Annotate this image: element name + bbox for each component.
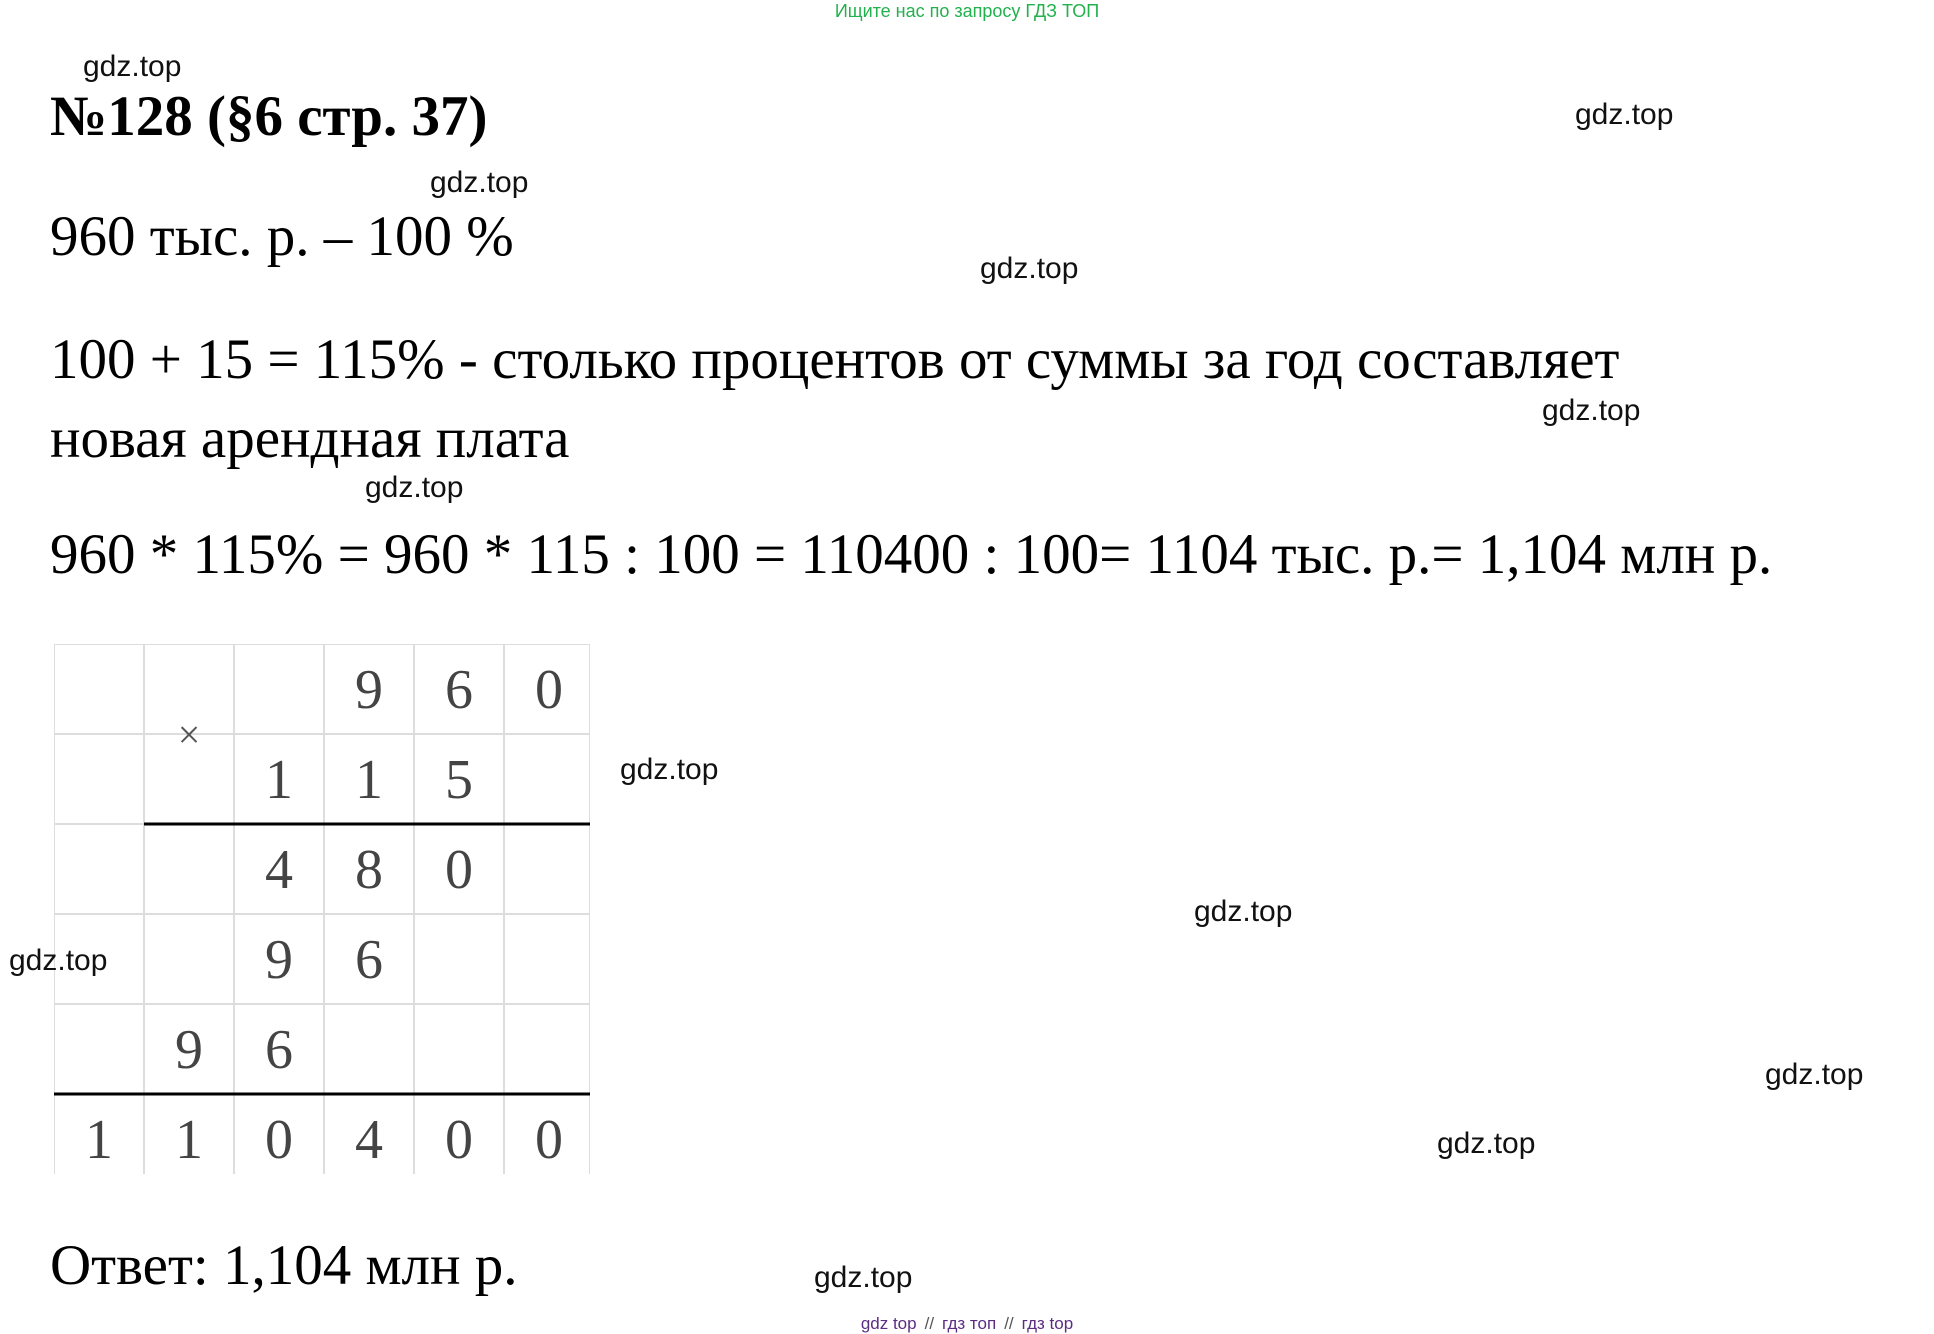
answer-line: Ответ: 1,104 млн р. xyxy=(50,1234,518,1297)
multiply-sign: × xyxy=(177,712,201,757)
footer-link-gdz-top-ru[interactable]: гдз топ xyxy=(942,1314,997,1333)
grid-digit: 4 xyxy=(355,1109,383,1171)
watermark: gdz.top xyxy=(430,166,529,199)
page-title: №128 (§6 стр. 37) xyxy=(50,85,488,148)
grid-digit: 9 xyxy=(175,1019,203,1081)
grid-digit: 4 xyxy=(265,839,293,901)
footer-separator: // xyxy=(924,1314,935,1333)
grid-digit: 9 xyxy=(355,659,383,721)
watermark: gdz.top xyxy=(83,50,182,83)
grid-digit: 0 xyxy=(535,659,563,721)
grid-digit: 0 xyxy=(445,1109,473,1171)
grid-digit: 6 xyxy=(265,1019,293,1081)
footer-link-gdz-top-mixed[interactable]: гдз top xyxy=(1021,1314,1074,1333)
footer-link-gdz-top[interactable]: gdz top xyxy=(860,1314,917,1333)
watermark: gdz.top xyxy=(365,471,464,504)
grid-digit: 5 xyxy=(445,749,473,811)
multiplication-grid xyxy=(54,644,590,1174)
solution-line-1: 960 тыс. р. – 100 % xyxy=(50,205,514,268)
watermark: gdz.top xyxy=(1765,1058,1864,1091)
solution-line-4: 960 * 115% = 960 * 115 : 100 = 110400 : 100= 1104 тыс. р.= 1,104 млн р. xyxy=(50,523,1773,586)
search-hint: Ищите нас по запросу ГДЗ ТОП xyxy=(834,1,1100,21)
grid-digit: 1 xyxy=(85,1109,113,1171)
grid-digit: 6 xyxy=(445,659,473,721)
grid-digit: 9 xyxy=(265,929,293,991)
grid-digit: 1 xyxy=(355,749,383,811)
watermark: gdz.top xyxy=(1194,895,1293,928)
grid-digit: 6 xyxy=(355,929,383,991)
grid-digit: 0 xyxy=(445,839,473,901)
watermark: gdz.top xyxy=(1575,98,1674,131)
watermark: gdz.top xyxy=(1542,394,1641,427)
watermark: gdz.top xyxy=(620,753,719,786)
grid-digit: 1 xyxy=(265,749,293,811)
watermark: gdz.top xyxy=(980,252,1079,285)
footer-links xyxy=(0,1314,1934,1334)
solution-line-2: 100 + 15 = 115% - столько процентов от суммы за год составляет xyxy=(50,328,1620,391)
watermark: gdz.top xyxy=(9,944,108,977)
solution-line-3: новая арендная плата xyxy=(50,407,570,470)
grid-digit: 0 xyxy=(535,1109,563,1171)
watermark: gdz.top xyxy=(814,1261,913,1294)
grid-digit: 1 xyxy=(175,1109,203,1171)
footer-separator: // xyxy=(1004,1314,1014,1333)
grid-digit: 0 xyxy=(265,1109,293,1171)
watermark: gdz.top xyxy=(1437,1127,1536,1160)
grid-digit: 8 xyxy=(355,839,383,901)
multiplication-grid-svg xyxy=(54,644,590,1174)
